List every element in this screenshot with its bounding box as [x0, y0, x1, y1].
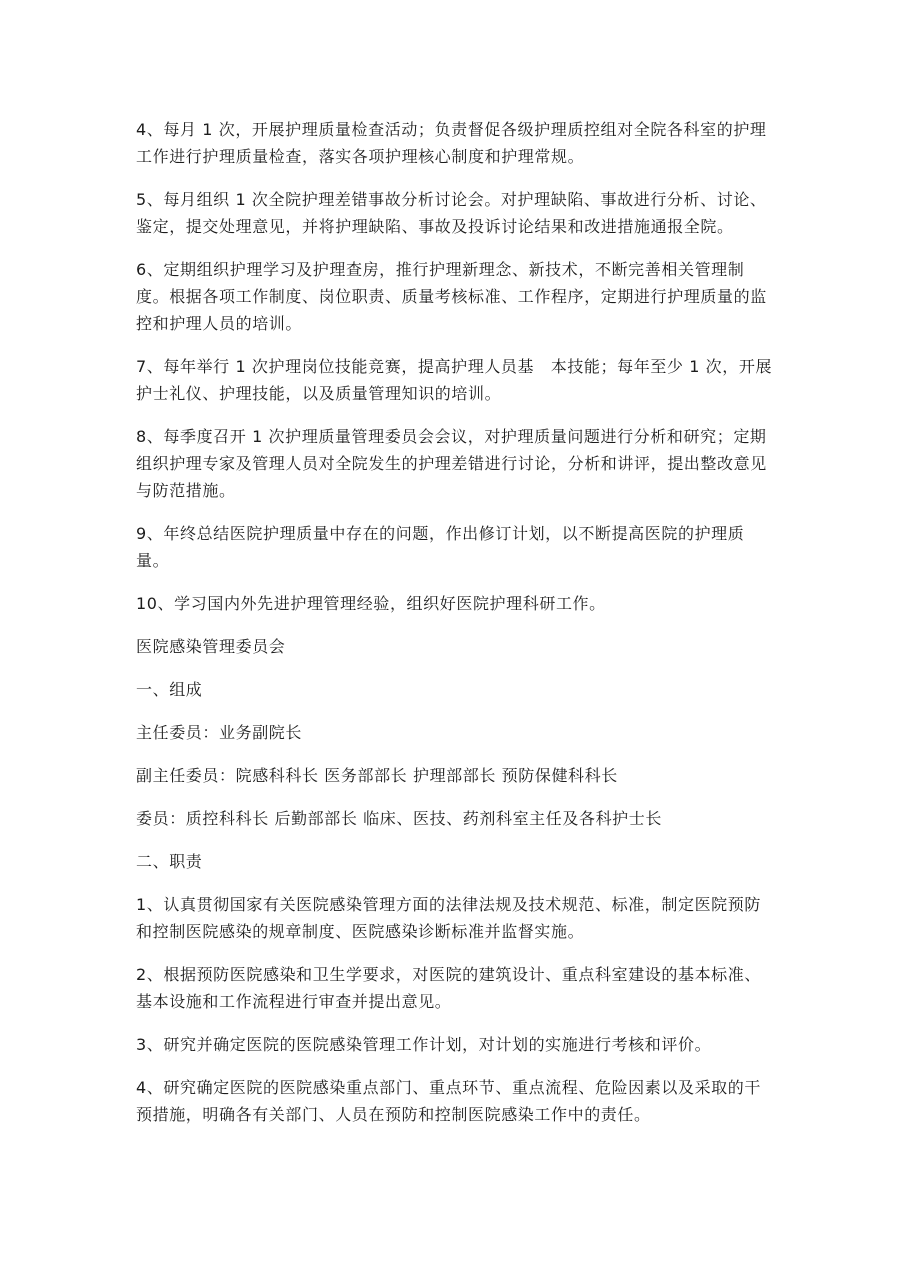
members-line: 委员：质控科科长 后勤部部长 临床、医技、药剂科室主任及各科护士长 [136, 809, 662, 828]
section-title: 医院感染管理委员会 [136, 637, 286, 656]
duty-item-3: 3、研究并确定医院的医院感染管理工作计划，对计划的实施进行考核和评价。 [136, 1035, 712, 1054]
deputy-director-line: 副主任委员：院感科科长 医务部部长 护理部部长 预防保健科科长 [136, 766, 618, 785]
paragraph-item-7: 7、每年举行 1 次护理岗位技能竞赛，提高护理人员基 本技能；每年至少 1 次，开展护士礼仪、护理技能，以及质量管理知识的培训。 [136, 357, 773, 403]
section-heading-duties: 二、职责 [136, 852, 203, 871]
paragraph-item-6: 6、定期组织护理学习及护理查房，推行护理新理念、新技术，不断完善相关管理制度。根据各项工作制度、岗位职责、质量考核标准、工作程序，定期进行护理质量的监控和护理人员的培训。 [136, 260, 767, 333]
duty-item-2: 2、根据预防医院感染和卫生学要求，对医院的建筑设计、重点科室建设的基本标准、基本设施和工作流程进行审查并提出意见。 [136, 965, 761, 1011]
paragraph-item-5: 5、每月组织 1 次全院护理差错事故分析讨论会。对护理缺陷、事故进行分析、讨论、鉴定，提交处理意见，并将护理缺陷、事故及投诉讨论结果和改进措施通报全院。 [136, 190, 767, 236]
paragraph-item-8: 8、每季度召开 1 次护理质量管理委员会会议，对护理质量问题进行分析和研究；定期组织护理专家及管理人员对全院发生的护理差错进行讨论，分析和讲评，提出整改意见与防范措施。 [136, 427, 767, 500]
director-line: 主任委员：业务副院长 [136, 723, 303, 742]
duty-item-4: 4、研究确定医院的医院感染重点部门、重点环节、重点流程、危险因素以及采取的干预措施，明确各有关部门、人员在预防和控制医院感染工作中的责任。 [136, 1078, 761, 1124]
document-body [136, 116, 776, 1144]
duty-item-1: 1、认真贯彻国家有关医院感染管理方面的法律法规及技术规范、标准，制定医院预防和控制医院感染的规章制度、医院感染诊断标准并监督实施。 [136, 895, 761, 941]
paragraph-item-9: 9、年终总结医院护理质量中存在的问题，作出修订计划，以不断提高医院的护理质量。 [136, 524, 745, 570]
paragraph-item-4: 4、每月 1 次，开展护理质量检查活动；负责督促各级护理质控组对全院各科室的护理工作进行护理质量检查，落实各项护理核心制度和护理常规。 [136, 120, 767, 166]
paragraph-item-10: 10、学习国内外先进护理管理经验，组织好医院护理科研工作。 [136, 594, 606, 613]
section-heading-composition: 一、组成 [136, 680, 203, 699]
